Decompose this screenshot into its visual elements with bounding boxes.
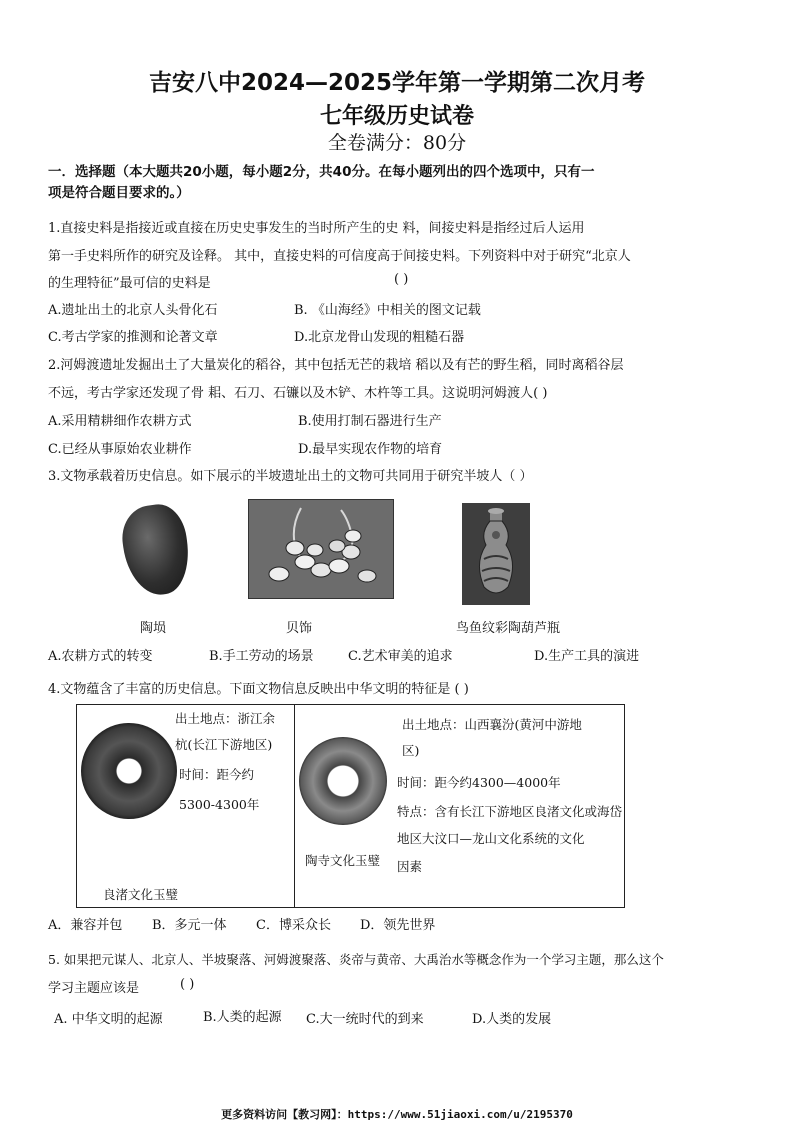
potsherd-caption: 陶埙 bbox=[140, 621, 167, 636]
q2-option-a[interactable]: A.采用精耕细作农耕方式 bbox=[48, 414, 192, 429]
q2-option-c[interactable]: C.已经从事原始农业耕作 bbox=[48, 442, 192, 457]
liangzhu-caption: 良渚文化玉璧 bbox=[103, 887, 179, 902]
q1-option-a[interactable]: A.遗址出土的北京人头骨化石 bbox=[48, 303, 218, 318]
shell-ornament-caption: 贝饰 bbox=[286, 621, 313, 636]
q1-line3: 的生理特征”最可信的史料是 bbox=[48, 276, 211, 291]
taosi-jade-bi-photo bbox=[299, 737, 387, 825]
taosi-place-line1: 出土地点：山西襄汾(黄河中游地 bbox=[402, 717, 582, 732]
liangzhu-jade-bi-photo bbox=[81, 723, 177, 819]
q1-option-b[interactable]: B. 《山海经》中相关的图文记载 bbox=[294, 303, 481, 318]
q5-option-a[interactable]: A. 中华文明的起源 bbox=[54, 1012, 163, 1027]
q5-option-d[interactable]: D.人类的发展 bbox=[472, 1012, 552, 1027]
q4-option-b[interactable]: B．多元一体 bbox=[152, 918, 227, 933]
q4-line1: 4.文物蕴含了丰富的历史信息。下面文物信息反映出中华文明的特征是 ( ) bbox=[48, 682, 469, 697]
q5-option-c[interactable]: C.大一统时代的到来 bbox=[306, 1012, 424, 1027]
exam-subtitle: 七年级历史试卷 bbox=[319, 104, 474, 129]
q2-line2: 不远，考古学家还发现了骨 耜、石刀、石镰以及木铲、木杵等工具。这说明河姆渡人( ) bbox=[48, 386, 548, 401]
q5-answer-paren: ( ) bbox=[180, 977, 195, 992]
q2-option-b[interactable]: B.使用打制石器进行生产 bbox=[298, 414, 442, 429]
footer-link[interactable]: 更多资料访问【教习网】：https://www.51jiaoxi.com/u/2195370 bbox=[221, 1108, 573, 1121]
jade-comparison-table bbox=[76, 704, 625, 908]
full-score: 全卷满分：80分 bbox=[327, 132, 467, 154]
q1-option-d[interactable]: D.北京龙骨山发现的粗糙石器 bbox=[294, 330, 465, 345]
taosi-feature-line3: 因素 bbox=[397, 859, 423, 874]
q4-option-d[interactable]: D．领先世界 bbox=[360, 918, 436, 933]
gourd-vase-caption: 鸟鱼纹彩陶葫芦瓶 bbox=[456, 621, 561, 636]
taosi-caption: 陶寺文化玉璧 bbox=[305, 853, 381, 868]
q3-option-a[interactable]: A.农耕方式的转变 bbox=[48, 649, 153, 664]
potsherd-photo bbox=[118, 501, 194, 599]
q4-option-a[interactable]: A．兼容并包 bbox=[48, 918, 123, 933]
q1-option-c[interactable]: C.考古学家的推测和论著文章 bbox=[48, 330, 218, 345]
liangzhu-place-line1: 出土地点：浙江余 bbox=[175, 711, 276, 726]
section-heading-line2: 项是符合题目要求的。） bbox=[48, 185, 190, 201]
q4-option-c[interactable]: C．博采众长 bbox=[256, 918, 331, 933]
taosi-feature-line2: 地区大汶口—龙山文化系统的文化 bbox=[397, 831, 585, 846]
q2-line1: 2.河姆渡遗址发掘出土了大量炭化的稻谷，其中包括无芒的栽培 稻以及有芒的野生稻，同时离稻谷层 bbox=[48, 358, 624, 373]
exam-title: 吉安八中2024—2025学年第一学期第二次月考 bbox=[148, 70, 646, 96]
taosi-time: 时间：距今约4300—4000年 bbox=[397, 775, 561, 790]
liangzhu-place-line2: 杭(长江下游地区) bbox=[175, 737, 273, 752]
q5-line2: 学习主题应该是 bbox=[48, 981, 140, 996]
table-divider bbox=[294, 705, 295, 907]
liangzhu-time-line2: 5300-4300年 bbox=[179, 797, 260, 812]
q5-option-b[interactable]: B.人类的起源 bbox=[203, 1010, 282, 1025]
liangzhu-time-line1: 时间：距今约 bbox=[179, 767, 255, 782]
q3-option-c[interactable]: C.艺术审美的追求 bbox=[348, 649, 453, 664]
q5-line1: 5. 如果把元谋人、北京人、半坡聚落、河姆渡聚落、炎帝与黄帝、大禹治水等概念作为一个学习主题，那么这个 bbox=[48, 952, 664, 967]
taosi-feature-line1: 特点：含有长江下游地区良渚文化或海岱 bbox=[397, 804, 623, 819]
q3-line1: 3.文物承载着历史信息。如下展示的半坡遗址出土的文物可共同用于研究半坡人（ ） bbox=[48, 469, 533, 484]
section-heading-line1: 一．选择题（本大题共20小题，每小题2分，共40分。在每小题列出的四个选项中，只有一 bbox=[48, 164, 595, 180]
q3-option-b[interactable]: B.手工劳动的场景 bbox=[209, 649, 314, 664]
q3-option-d[interactable]: D.生产工具的演进 bbox=[534, 649, 640, 664]
shell-ornament-photo bbox=[248, 499, 394, 599]
gourd-vase-photo bbox=[462, 503, 530, 605]
q2-option-d[interactable]: D.最早实现农作物的培育 bbox=[298, 442, 443, 457]
q1-answer-paren: ( ) bbox=[394, 272, 409, 287]
taosi-place-line2: 区) bbox=[402, 743, 420, 758]
q1-line2: 第一手史料所作的研究及诠释。 其中，直接史料的可信度高于间接史料。下列资料中对于研究“北京人 bbox=[48, 249, 631, 264]
q1-line1: 1.直接史料是指接近或直接在历史史事发生的当时所产生的史 料，间接史料是指经过后人运用 bbox=[48, 221, 585, 236]
